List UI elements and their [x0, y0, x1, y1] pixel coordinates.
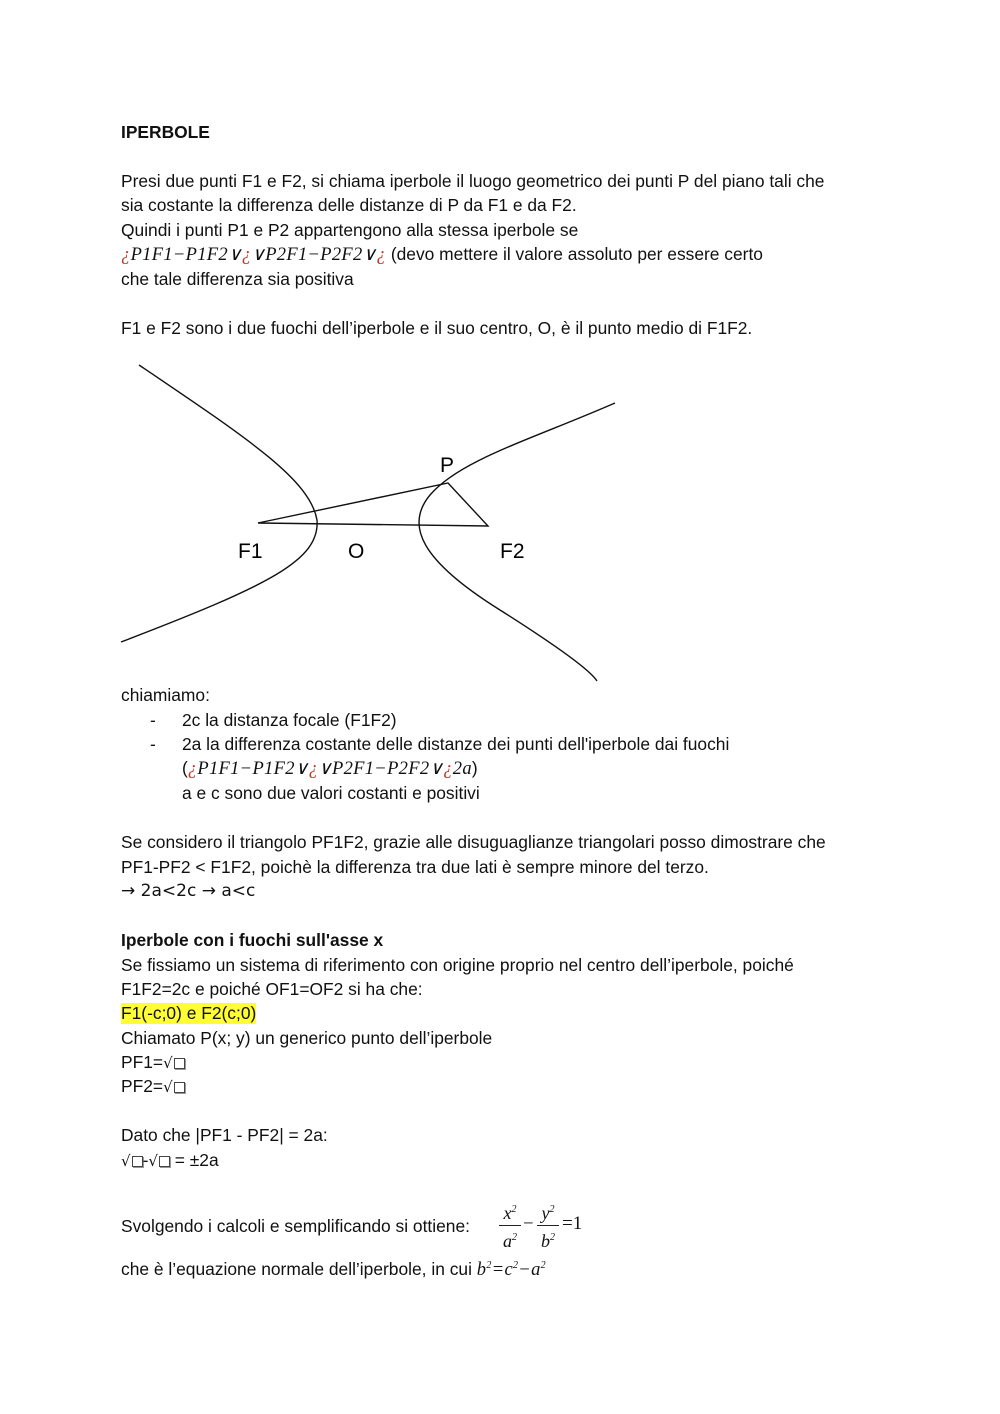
pf2-formula: PF2=√ [121, 1076, 185, 1097]
pf1-formula: PF1=√ [121, 1052, 185, 1073]
intro-line-4: ¿P1F1−P1F2∨¿∨P2F1−P2F2∨¿ (devo mettere il valore assoluto per essere certo [121, 244, 763, 265]
label-o: O [348, 540, 365, 563]
placeholder-box-icon [159, 1156, 170, 1167]
label-f2: F2 [500, 540, 525, 563]
label-p: P [440, 454, 455, 477]
dato-line: Dato che |PF1 - PF2| = 2a: [121, 1125, 328, 1145]
relation-formula: $b^2=c^2-a^2$ [476, 1259, 546, 1280]
radical-icon: √ [148, 1152, 158, 1170]
radical-icon: √ [163, 1054, 173, 1072]
equation-rhs: =1 [562, 1213, 583, 1234]
fraction-y-over-b: $y^2$ $b^2$ [537, 1200, 559, 1251]
left-branch [121, 365, 317, 642]
fraction-x-over-a: $x^2$ $a^2$ [499, 1200, 521, 1251]
equation-minus: − [522, 1214, 535, 1234]
page-title: IPERBOLE [121, 122, 210, 142]
bullet-2: - [150, 734, 156, 754]
intro-line-3: Quindi i punti P1 e P2 appartengono alla stessa iperbole se [121, 220, 579, 240]
bullet-1: - [150, 710, 156, 730]
section-line-2: F1F2=2c e poiché OF1=OF2 si ha che: [121, 979, 423, 999]
intro-line-1: Presi due punti F1 e F2, si chiama iperbole il luogo geometrico dei punti P del piano tali che [121, 171, 825, 191]
radical-icon: √ [163, 1078, 173, 1096]
intro-line-2: sia costante la differenza delle distanze di P da F1 e da F2. [121, 195, 577, 215]
foci-line: F1 e F2 sono i due fuochi dell’iperbole e il suo centro, O, è il punto medio di F1F2. [121, 318, 753, 338]
intro-line-5: che tale differenza sia positiva [121, 269, 354, 289]
difference-formula: √ -√ = ±2a [121, 1150, 219, 1170]
definition-note: a e c sono due valori costanti e positivi [182, 783, 480, 803]
placeholder-box-icon [132, 1156, 143, 1167]
definition-item-2: 2a la differenza costante delle distanze dei punti dell'iperbole dai fuochi [182, 734, 730, 754]
normale-line: che è l’equazione normale dell’iperbole, in cui $b^2=c^2-a^2$ [121, 1259, 546, 1280]
radical-icon: √ [121, 1152, 131, 1170]
hyperbola-diagram [0, 0, 1000, 700]
triangle-line-2: PF1-PF2 < F1F2, poichè la differenza tra due lati è sempre minore del terzo. [121, 857, 709, 877]
section-line-3: Chiamato P(x; y) un generico punto dell’iperbole [121, 1028, 493, 1048]
definition-item-1: 2c la distanza focale (F1F2) [182, 710, 397, 730]
abs-value-formula: ¿P1F1−P1F2∨¿∨P2F1−P2F2∨¿ [121, 245, 386, 265]
label-f1: F1 [238, 540, 263, 563]
triangle-line-3: → 2a<2c → a<c [121, 881, 256, 901]
section-line-1: Se fissiamo un sistema di riferimento con origine proprio nel centro dell’iperbole, poiché [121, 955, 794, 975]
placeholder-box-icon [174, 1058, 185, 1069]
triangle-line-1: Se considero il triangolo PF1F2, grazie alle disuguaglianze triangolari posso dimostrare che [121, 832, 826, 852]
definition-formula: (¿P1F1−P1F2∨¿∨P2F1−P2F2∨¿2a) [182, 758, 478, 779]
definitions-heading: chiamiamo: [121, 685, 210, 705]
triangle [258, 483, 488, 526]
placeholder-box-icon [174, 1082, 185, 1093]
foci-coordinates-highlight: F1(-c;0) e F2(c;0) [121, 1003, 257, 1023]
svolgendo-line: Svolgendo i calcoli e semplificando si ottiene: [121, 1216, 470, 1236]
section-heading: Iperbole con i fuochi sull'asse x [121, 930, 384, 950]
